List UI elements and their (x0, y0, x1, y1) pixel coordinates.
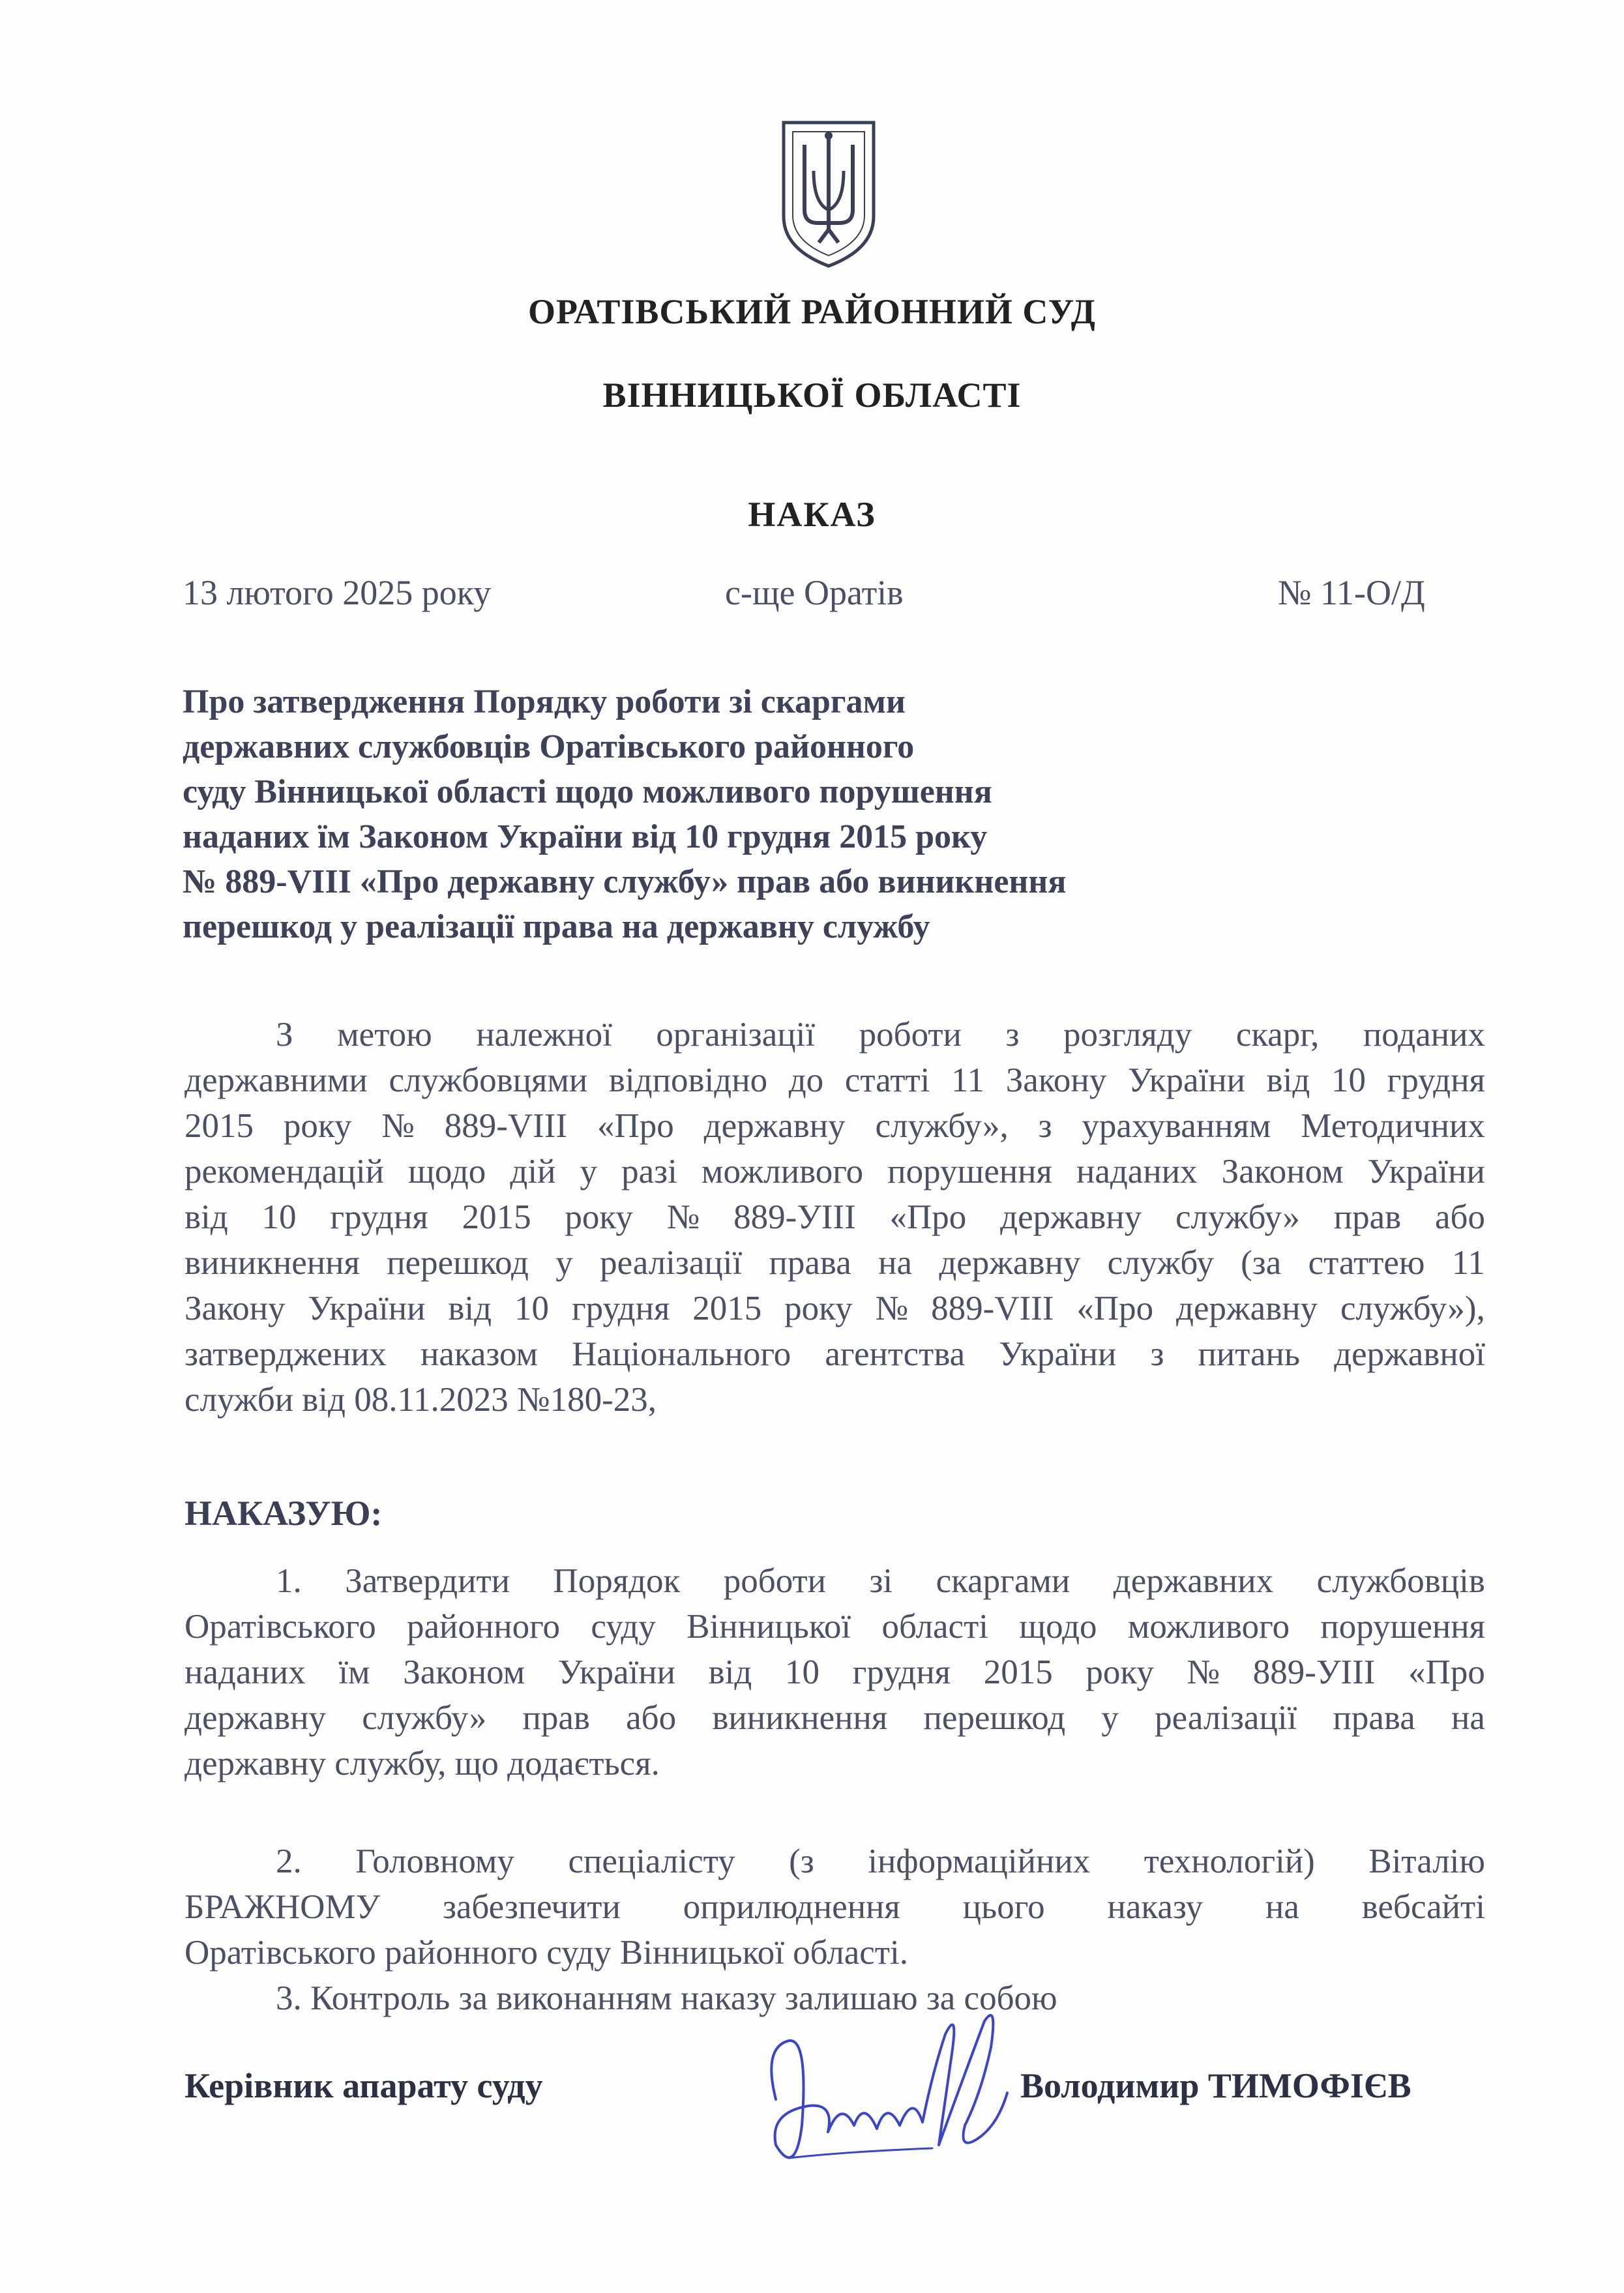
court-name-line1: ОРАТІВСЬКИЙ РАЙОННИЙ СУД (528, 292, 1096, 331)
signatory-position: Керівник апарату суду (185, 2066, 543, 2105)
subject-line: Про затвердження Порядку роботи зі скаргами (183, 683, 906, 720)
trident-coat-of-arms-icon (780, 119, 878, 270)
preamble-line: З метою належної організації роботи з розгляду скарг, поданих (276, 1016, 1485, 1054)
handwritten-signature-icon (750, 1995, 1024, 2191)
court-name-line2: ВІННИЦЬКОЇ ОБЛАСТІ (602, 376, 1022, 415)
item-line: 3. Контроль за виконанням наказу залишаю за собою (276, 1979, 1057, 2017)
subject-line: перешкод у реалізації права на державну службу (183, 908, 930, 945)
preamble-line: затверджених наказом Національного агентства України з питань державної (185, 1335, 1485, 1373)
order-number: № 11-О/Д (1278, 573, 1425, 612)
subject-line: № 889-VIII «Про державну службу» прав або виникнення (183, 863, 1067, 900)
item-line: наданих їм Законом України від 10 грудня 2015 року № 889-УІІІ «Про (185, 1653, 1485, 1691)
order-date: 13 лютого 2025 року (183, 573, 492, 612)
subject-line: наданих їм Законом України від 10 грудня 2015 року (183, 818, 988, 855)
order-subject (183, 679, 1421, 949)
preamble-line: служби від 08.11.2023 №180-23, (185, 1381, 657, 1419)
preamble-line: 2015 року № 889-VIII «Про державну службу», з урахуванням Методичних (185, 1107, 1485, 1145)
preamble-line: від 10 грудня 2015 року № 889-УІІІ «Про державну службу» прав або (185, 1198, 1485, 1236)
order-item-2 (185, 1839, 1485, 1975)
item-line: Оратівського районного суду Вінницької області щодо можливого порушення (185, 1608, 1485, 1646)
document-type-title: НАКАЗ (748, 495, 876, 534)
signatory-name: Володимир ТИМОФІЄВ (1020, 2066, 1411, 2105)
preamble-paragraph (185, 1012, 1485, 1423)
item-line: державну службу, що додається. (185, 1745, 660, 1783)
item-line: 2. Головному спеціалісту (з інформаційних технологій) Віталію (276, 1842, 1485, 1880)
subject-line: суду Вінницької області щодо можливого порушення (183, 773, 992, 810)
order-item-1 (185, 1558, 1485, 1786)
preamble-line: Закону України від 10 грудня 2015 року № 889-VIII «Про державну службу»), (185, 1290, 1485, 1327)
item-line: державну службу» прав або виникнення перешкод у реалізації права на (185, 1699, 1485, 1737)
order-directive-word: НАКАЗУЮ: (185, 1494, 383, 1533)
order-place: с-ще Оратів (725, 573, 904, 612)
item-line: БРАЖНОМУ забезпечити оприлюднення цього наказу на вебсайті (185, 1888, 1485, 1926)
preamble-line: виникнення перешкод у реалізації права на державну службу (за статтею 11 (185, 1244, 1485, 1282)
item-line: Оратівського районного суду Вінницької області. (185, 1934, 908, 1972)
preamble-line: державними службовцями відповідно до статті 11 Закону України від 10 грудня (185, 1061, 1485, 1099)
preamble-line: рекомендацій щодо дій у разі можливого порушення наданих Законом України (185, 1153, 1485, 1191)
subject-line: державних службовців Оратівського районного (183, 728, 915, 765)
item-line: 1. Затвердити Порядок роботи зі скаргами державних службовців (276, 1562, 1485, 1600)
